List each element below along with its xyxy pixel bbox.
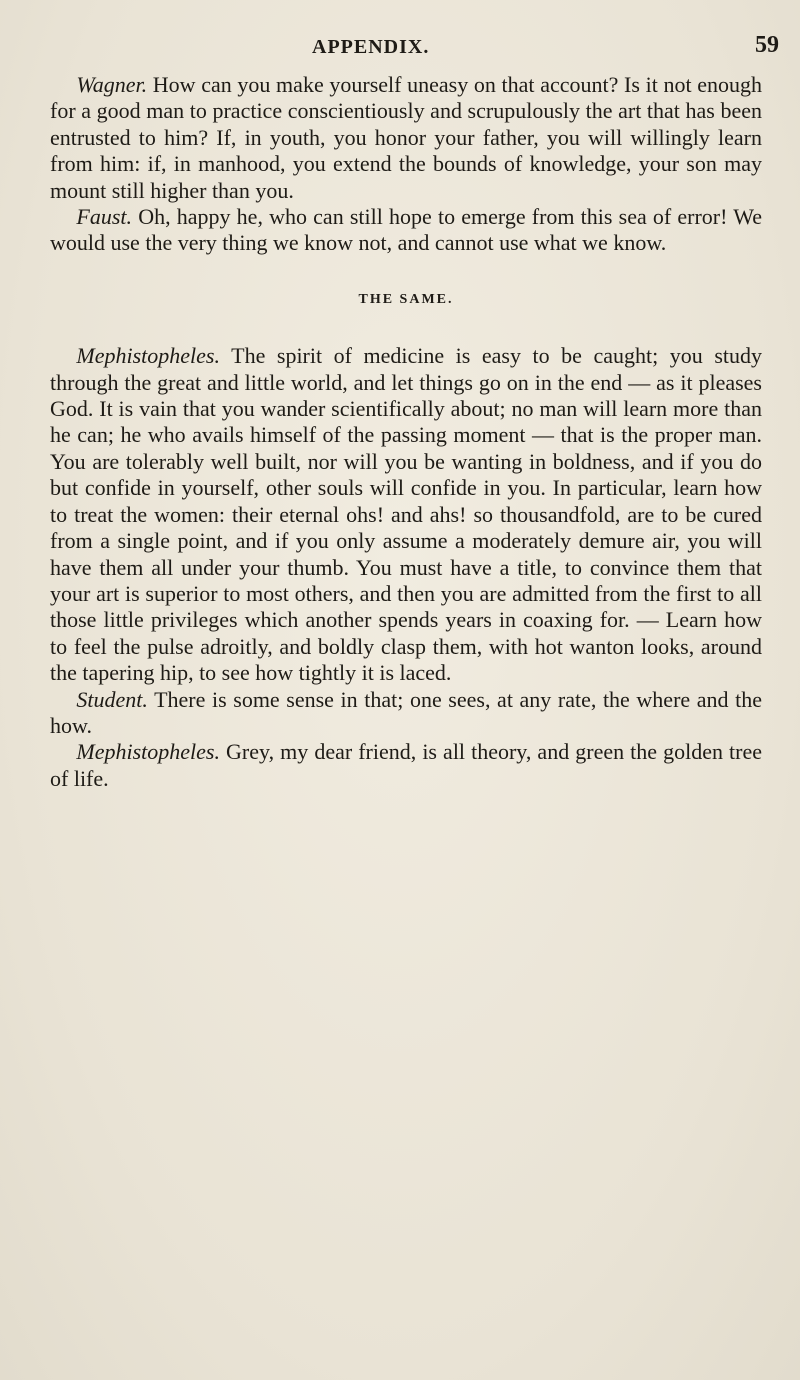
scene-heading: THE SAME. xyxy=(358,291,454,307)
speaker-name: Student. xyxy=(76,686,148,712)
running-head xyxy=(0,30,800,70)
speaker-name: Mephistopheles. xyxy=(76,739,220,765)
passage-wagner xyxy=(50,72,762,204)
speech-text: The spirit of medicine is easy to be caught; you study through the great and little world, and let things go on in the end — as it pleases God. It is vain that you wander scientifically about; no man will learn more than he can; he who avails himself of the passing moment — that is the proper man. You are tolerably well built, nor will you be wanting in boldness, and if you do but confide in yourself, other souls will confide in you. In particular, learn how to treat the women: their eternal ohs! and ahs! so thousandfold, are to be cured from a single point, and if you only assume a moderately demure air, you will have them all under your thumb. You must have a title, to convince them that your art is superior to most others, and then you are admitted from the first to all those little privileges which another spends years in coaxing for. — Learn how to feel the pulse adroitly, and boldly clasp them, with hot wanton looks, around the tapering hip, to see how tightly it is laced. xyxy=(50,343,762,686)
passage-mephistopheles xyxy=(50,343,762,686)
passage-student xyxy=(50,687,762,740)
speech-text: Grey, my dear friend, is all theory, and green the golden tree of life. xyxy=(50,739,763,791)
body-text xyxy=(50,72,762,792)
speech-text: There is some sense in that; one sees, at any rate, the where and the how. xyxy=(50,686,762,738)
speech-text: Oh, happy he, who can still hope to emerge from this sea of error! We would use the very thing we know not, and cannot use what we know. xyxy=(50,204,762,256)
page-number: 59 xyxy=(755,32,779,58)
speaker-name: Mephistopheles. xyxy=(76,343,220,369)
passage-faust xyxy=(50,204,762,257)
speaker-name: Faust. xyxy=(76,204,133,230)
passage-mephistopheles-closing xyxy=(50,739,762,792)
speech-text: How can you make yourself uneasy on that account? Is it not enough for a good man to practice conscientiously and scrupulously the art that has been entrusted to him? If, in youth, you honor your father, you will willingly learn from him: if, in manhood, you extend the bounds of knowledge, your son may mount still higher than you. xyxy=(50,72,763,203)
running-title: APPENDIX. xyxy=(312,36,430,58)
speaker-name: Wagner. xyxy=(76,72,148,97)
